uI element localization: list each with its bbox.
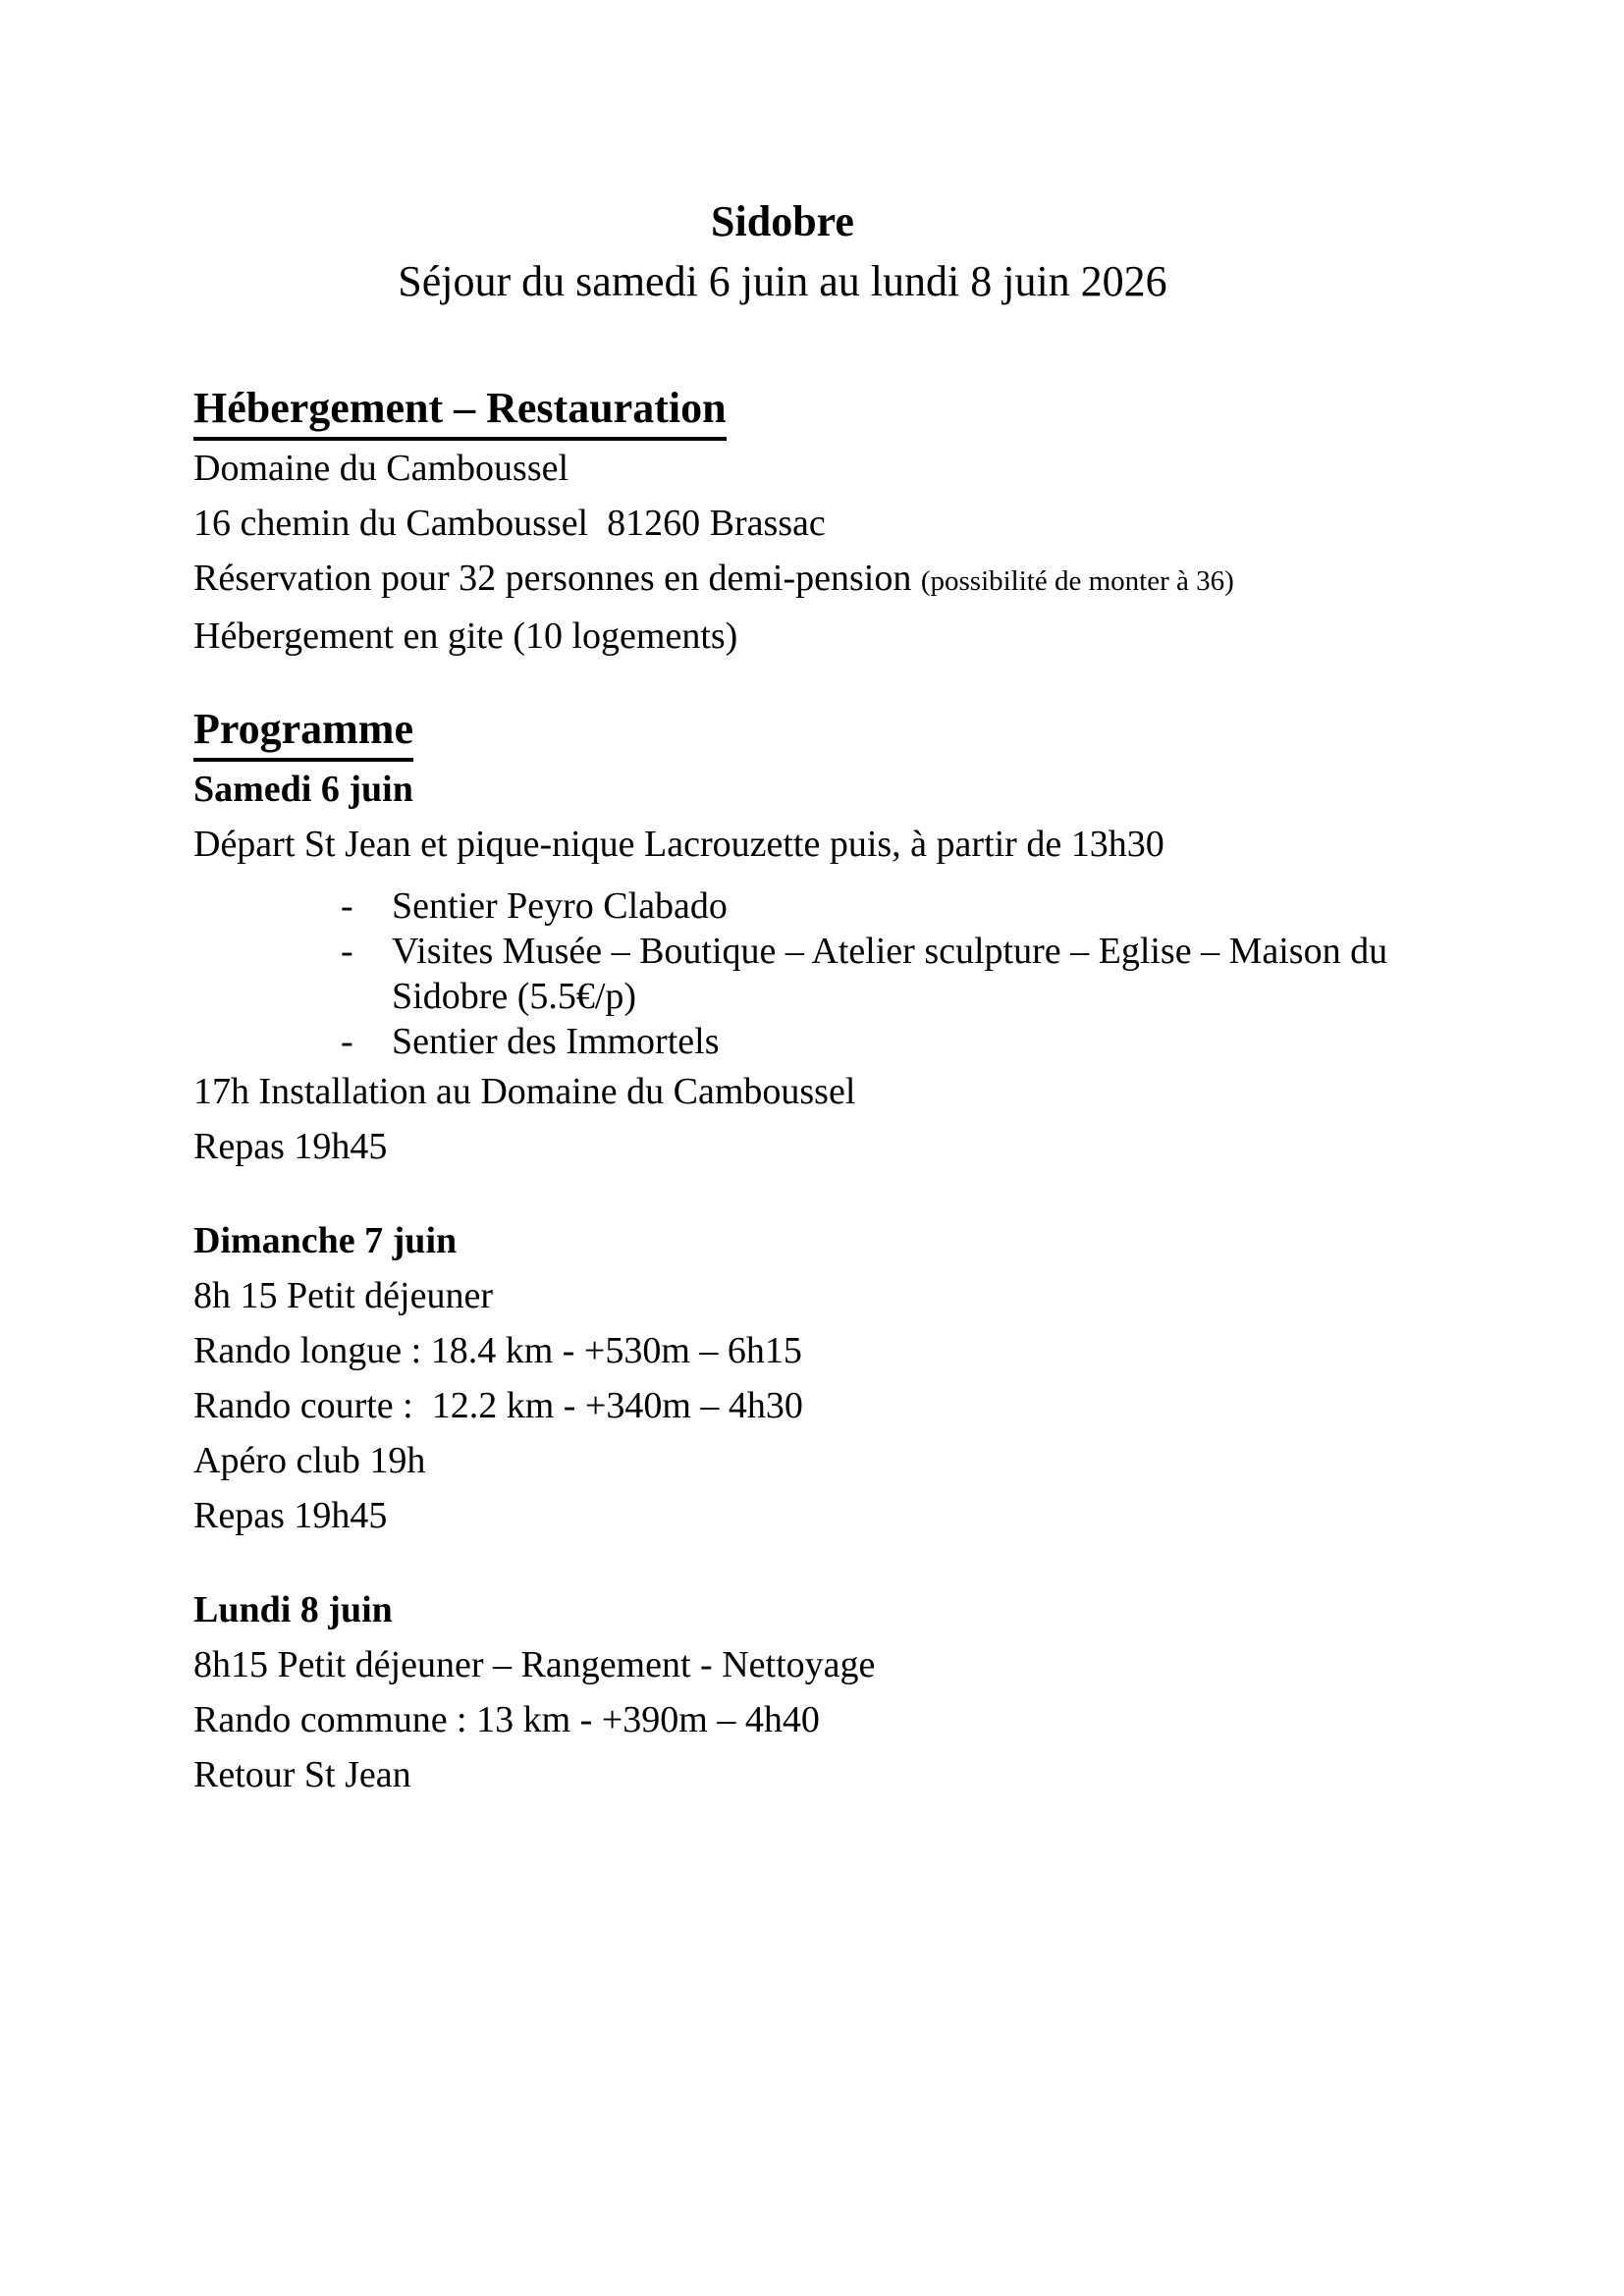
line-rando-longue: Rando longue : 18.4 km - +530m – 6h15	[193, 1330, 802, 1371]
bullet-dash: -	[341, 885, 353, 927]
bullet-text	[392, 883, 1428, 929]
day-title-samedi: Samedi 6 juin	[193, 769, 413, 810]
line-gite: Hébergement en gite (10 logements)	[193, 615, 738, 657]
section-heading-programme-label: Programme	[193, 702, 413, 762]
day-title-lundi: Lundi 8 juin	[193, 1589, 393, 1630]
section-heading-hebergement	[193, 381, 1428, 441]
line-petit-dejeuner-dimanche: 8h 15 Petit déjeuner	[193, 1275, 493, 1316]
line-rando-courte: Rando courte : 12.2 km - +340m – 4h30	[193, 1385, 803, 1426]
line-installation: 17h Installation au Domaine du Camboussel	[193, 1071, 856, 1112]
line-domaine: Domaine du Camboussel	[193, 448, 569, 489]
bullet-item	[193, 1019, 1428, 1064]
line-adresse: 16 chemin du Camboussel 81260 Brassac	[193, 503, 826, 544]
line-reservation-main: Réservation pour 32 personnes en demi-pension	[193, 558, 921, 599]
bullet-item	[193, 883, 1428, 929]
section-heading-programme	[193, 702, 1428, 762]
doc-subtitle: Séjour du samedi 6 juin au lundi 8 juin 2026	[398, 257, 1167, 305]
bullet-line: Sidobre (5.5€/p)	[392, 976, 637, 1017]
document-content	[0, 192, 1624, 1802]
bullet-line: Sentier Peyro Clabado	[392, 885, 728, 927]
bullet-list-samedi	[193, 883, 1428, 1064]
section-heading-hebergement-label: Hébergement – Restauration	[193, 381, 727, 441]
bullet-line: Sentier des Immortels	[392, 1021, 720, 1062]
line-reservation	[193, 551, 1428, 609]
line-apero-club: Apéro club 19h	[193, 1440, 426, 1481]
doc-title: Sidobre	[711, 197, 854, 245]
bullet-dash: -	[341, 931, 353, 972]
line-petit-dejeuner-lundi: 8h15 Petit déjeuner – Rangement - Nettoyage	[193, 1644, 876, 1685]
bullet-dash: -	[341, 1021, 353, 1062]
bullet-text	[392, 929, 1428, 1019]
line-reservation-parenthese: (possibilité de monter à 36)	[920, 565, 1234, 597]
bullet-text	[392, 1019, 1428, 1064]
line-repas-samedi: Repas 19h45	[193, 1126, 388, 1167]
title-block	[193, 192, 1372, 312]
day-title-dimanche: Dimanche 7 juin	[193, 1220, 458, 1261]
line-depart: Départ St Jean et pique-nique Lacrouzette puis, à partir de 13h30	[193, 824, 1164, 865]
line-rando-commune: Rando commune : 13 km - +390m – 4h40	[193, 1699, 820, 1740]
line-repas-dimanche: Repas 19h45	[193, 1495, 388, 1536]
bullet-item	[193, 929, 1428, 1019]
line-retour: Retour St Jean	[193, 1754, 411, 1795]
bullet-line: Visites Musée – Boutique – Atelier sculpture – Eglise – Maison du	[392, 931, 1388, 972]
